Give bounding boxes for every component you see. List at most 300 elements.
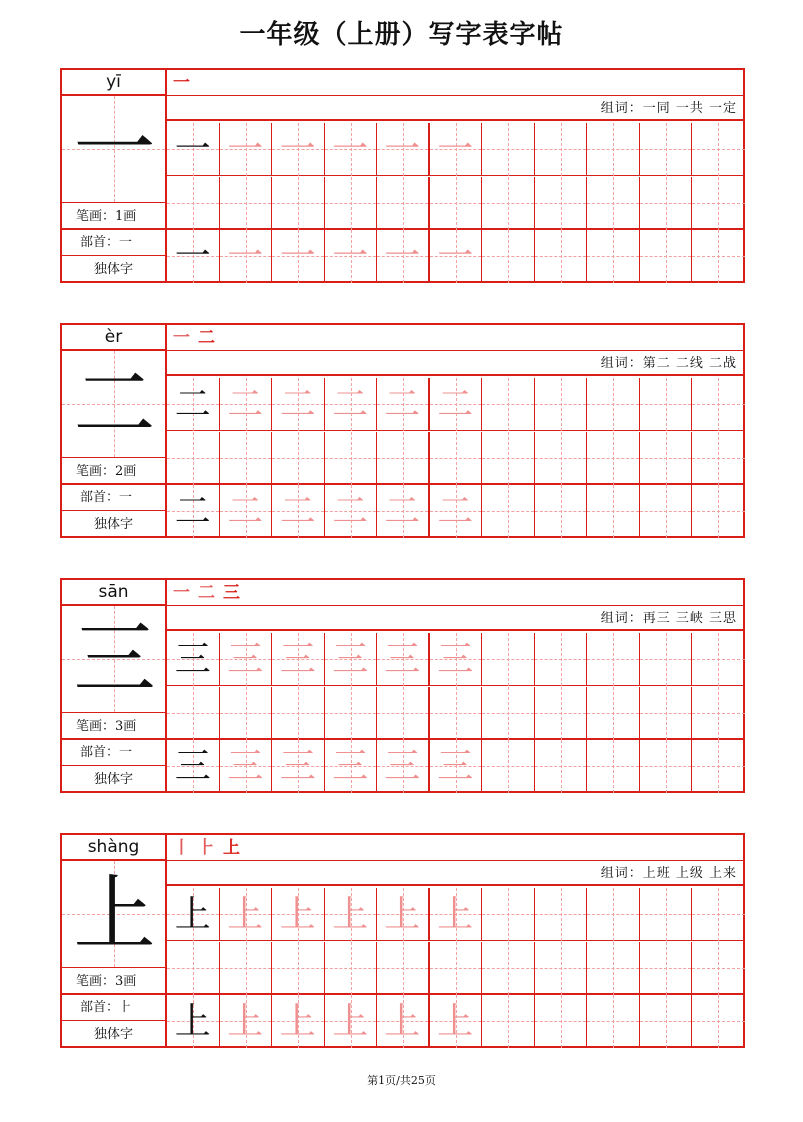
- practice-square[interactable]: [220, 740, 273, 793]
- example-words-label: 组词：: [600, 611, 643, 626]
- practice-square[interactable]: [535, 687, 588, 740]
- guide-line-vertical: [246, 687, 247, 740]
- practice-square[interactable]: [640, 888, 693, 941]
- trace-character: 二: [227, 384, 264, 425]
- sample-character: 上: [174, 1001, 211, 1042]
- example-words: [167, 861, 743, 886]
- guide-line-vertical: [298, 687, 299, 740]
- practice-row: [167, 888, 745, 941]
- practice-square[interactable]: [482, 432, 535, 485]
- practice-square[interactable]: [430, 177, 483, 230]
- pinyin-label: èr: [62, 325, 167, 351]
- character-card: [60, 323, 745, 538]
- sample-character: 二: [174, 491, 211, 532]
- guide-line-vertical: [193, 432, 194, 485]
- guide-line-vertical: [298, 177, 299, 230]
- practice-square[interactable]: [377, 230, 430, 283]
- practice-square[interactable]: [535, 230, 588, 283]
- practice-square[interactable]: [325, 888, 378, 941]
- example-words-label: 组词：: [600, 866, 643, 881]
- practice-square[interactable]: [692, 995, 745, 1048]
- guide-line-vertical: [666, 123, 667, 176]
- practice-square[interactable]: [430, 485, 483, 538]
- guide-line-vertical: [718, 378, 719, 431]
- practice-square[interactable]: [272, 633, 325, 686]
- practice-square[interactable]: [640, 740, 693, 793]
- guide-line-vertical: [561, 230, 562, 283]
- practice-square[interactable]: [220, 432, 273, 485]
- practice-square[interactable]: [692, 633, 745, 686]
- practice-square[interactable]: [325, 177, 378, 230]
- model-character-box: [62, 96, 167, 203]
- trace-character: 二: [437, 384, 474, 425]
- guide-line-vertical: [403, 432, 404, 485]
- guide-line-vertical: [561, 888, 562, 941]
- practice-square[interactable]: [692, 888, 745, 941]
- practice-square[interactable]: [640, 230, 693, 283]
- stroke-order-step: 一: [173, 583, 198, 603]
- stroke-count-label: 笔画：: [76, 719, 116, 734]
- practice-square[interactable]: [587, 230, 640, 283]
- model-character: 上: [73, 867, 156, 962]
- practice-square[interactable]: [430, 942, 483, 995]
- practice-square[interactable]: [167, 888, 220, 941]
- guide-line-vertical: [561, 485, 562, 538]
- example-words-value: 第二 二线 二战: [642, 356, 737, 371]
- practice-row: [167, 740, 745, 793]
- example-words: [167, 96, 743, 121]
- practice-square[interactable]: [325, 432, 378, 485]
- practice-square[interactable]: [535, 740, 588, 793]
- practice-square[interactable]: [377, 942, 430, 995]
- practice-square[interactable]: [587, 432, 640, 485]
- guide-line-vertical: [613, 123, 614, 176]
- practice-square[interactable]: [272, 230, 325, 283]
- practice-square[interactable]: [430, 740, 483, 793]
- guide-line-vertical: [561, 995, 562, 1048]
- practice-square[interactable]: [272, 432, 325, 485]
- stroke-count-value: 3画: [115, 719, 137, 734]
- trace-character: 一: [227, 129, 264, 170]
- trace-character: 二: [384, 384, 421, 425]
- guide-line-vertical: [718, 485, 719, 538]
- guide-line-vertical: [403, 687, 404, 740]
- guide-line-vertical: [351, 687, 352, 740]
- guide-line-vertical: [666, 687, 667, 740]
- practice-square[interactable]: [692, 378, 745, 431]
- practice-square[interactable]: [640, 995, 693, 1048]
- guide-line-vertical: [508, 888, 509, 941]
- practice-square[interactable]: [377, 740, 430, 793]
- practice-square[interactable]: [220, 378, 273, 431]
- sample-character: 一: [174, 236, 211, 277]
- practice-square[interactable]: [535, 942, 588, 995]
- practice-square[interactable]: [272, 123, 325, 176]
- guide-line-vertical: [456, 942, 457, 995]
- model-character-box: [62, 351, 167, 458]
- radical-value: 一: [119, 490, 133, 505]
- guide-line-vertical: [613, 995, 614, 1048]
- trace-character: 一: [279, 236, 316, 277]
- practice-square[interactable]: [692, 740, 745, 793]
- practice-square[interactable]: [482, 888, 535, 941]
- practice-square[interactable]: [587, 378, 640, 431]
- practice-square[interactable]: [377, 378, 430, 431]
- guide-line-vertical: [613, 888, 614, 941]
- trace-character: 三: [227, 746, 264, 787]
- guide-line-vertical: [666, 177, 667, 230]
- practice-square[interactable]: [640, 378, 693, 431]
- guide-line-vertical: [508, 177, 509, 230]
- stroke-order: [167, 580, 743, 606]
- guide-line-vertical: [613, 230, 614, 283]
- practice-row: [167, 123, 745, 176]
- radical: [62, 995, 167, 1021]
- character-card: [60, 68, 745, 283]
- practice-square[interactable]: [377, 633, 430, 686]
- trace-character: 一: [384, 236, 421, 277]
- radical: [62, 230, 167, 256]
- structure-type: 独体字: [62, 1021, 167, 1048]
- practice-square[interactable]: [482, 687, 535, 740]
- trace-character: 三: [437, 746, 474, 787]
- practice-row: [167, 378, 745, 431]
- practice-square[interactable]: [692, 123, 745, 176]
- practice-square[interactable]: [325, 633, 378, 686]
- practice-square[interactable]: [640, 123, 693, 176]
- guide-line-vertical: [508, 687, 509, 740]
- radical: [62, 740, 167, 766]
- practice-square[interactable]: [640, 485, 693, 538]
- trace-character: 上: [332, 894, 369, 935]
- trace-character: 三: [279, 746, 316, 787]
- practice-square[interactable]: [377, 888, 430, 941]
- pinyin-label: yī: [62, 70, 167, 96]
- guide-line-vertical: [561, 633, 562, 686]
- guide-line-vertical: [561, 687, 562, 740]
- trace-character: 上: [279, 1001, 316, 1042]
- practice-square[interactable]: [272, 378, 325, 431]
- practice-square[interactable]: [430, 633, 483, 686]
- trace-character: 二: [332, 384, 369, 425]
- practice-square[interactable]: [640, 942, 693, 995]
- trace-character: 一: [384, 129, 421, 170]
- stroke-order-step: 丨: [173, 838, 198, 858]
- stroke-count: [62, 203, 167, 230]
- practice-square[interactable]: [272, 888, 325, 941]
- practice-square[interactable]: [167, 485, 220, 538]
- pinyin-label: shàng: [62, 835, 167, 861]
- practice-square[interactable]: [482, 230, 535, 283]
- practice-square[interactable]: [535, 633, 588, 686]
- practice-square[interactable]: [220, 942, 273, 995]
- practice-square[interactable]: [272, 687, 325, 740]
- trace-character: 二: [332, 491, 369, 532]
- practice-square[interactable]: [167, 123, 220, 176]
- practice-square[interactable]: [377, 177, 430, 230]
- stroke-order-step: 上: [223, 838, 248, 858]
- guide-line-vertical: [508, 942, 509, 995]
- practice-square[interactable]: [377, 123, 430, 176]
- guide-line-vertical: [508, 230, 509, 283]
- practice-square[interactable]: [220, 123, 273, 176]
- practice-square[interactable]: [430, 230, 483, 283]
- trace-character: 三: [332, 639, 369, 680]
- practice-row: [167, 432, 745, 485]
- sample-character: 三: [174, 746, 211, 787]
- practice-square[interactable]: [535, 432, 588, 485]
- practice-square[interactable]: [325, 378, 378, 431]
- stroke-order-step: 一: [173, 73, 198, 93]
- practice-square[interactable]: [587, 995, 640, 1048]
- practice-square[interactable]: [482, 942, 535, 995]
- practice-square[interactable]: [692, 230, 745, 283]
- trace-character: 三: [384, 639, 421, 680]
- practice-square[interactable]: [430, 432, 483, 485]
- practice-square[interactable]: [377, 995, 430, 1048]
- guide-line-vertical: [246, 942, 247, 995]
- stroke-order: [167, 325, 743, 351]
- practice-square[interactable]: [167, 633, 220, 686]
- structure-type: 独体字: [62, 256, 167, 283]
- practice-square[interactable]: [587, 888, 640, 941]
- practice-square[interactable]: [220, 230, 273, 283]
- example-words-label: 组词：: [600, 356, 643, 371]
- practice-square[interactable]: [220, 485, 273, 538]
- radical: [62, 485, 167, 511]
- stroke-count-value: 3画: [115, 974, 137, 989]
- trace-character: 一: [437, 236, 474, 277]
- practice-square[interactable]: [587, 177, 640, 230]
- radical-label: 部首：: [80, 490, 120, 505]
- practice-square[interactable]: [167, 740, 220, 793]
- practice-square[interactable]: [272, 995, 325, 1048]
- guide-line-vertical: [298, 432, 299, 485]
- example-words-value: 一同 一共 一定: [642, 101, 737, 116]
- guide-line-vertical: [561, 177, 562, 230]
- model-character-box: [62, 861, 167, 968]
- practice-square[interactable]: [535, 888, 588, 941]
- practice-square[interactable]: [167, 942, 220, 995]
- practice-square[interactable]: [167, 995, 220, 1048]
- practice-square[interactable]: [167, 230, 220, 283]
- guide-line-vertical: [508, 378, 509, 431]
- practice-square[interactable]: [692, 432, 745, 485]
- practice-square[interactable]: [430, 888, 483, 941]
- practice-square[interactable]: [640, 687, 693, 740]
- practice-square[interactable]: [325, 942, 378, 995]
- guide-line-vertical: [718, 888, 719, 941]
- practice-square[interactable]: [272, 942, 325, 995]
- trace-character: 上: [227, 894, 264, 935]
- guide-line-vertical: [718, 123, 719, 176]
- practice-square[interactable]: [272, 485, 325, 538]
- page-footer: 第1页/共25页: [367, 1074, 436, 1087]
- practice-square[interactable]: [167, 687, 220, 740]
- guide-line-vertical: [666, 942, 667, 995]
- radical-value: 一: [119, 235, 133, 250]
- practice-square[interactable]: [640, 633, 693, 686]
- practice-square[interactable]: [640, 177, 693, 230]
- guide-line-vertical: [193, 177, 194, 230]
- stroke-count-label: 笔画：: [76, 974, 116, 989]
- practice-square[interactable]: [535, 378, 588, 431]
- guide-line-vertical: [666, 888, 667, 941]
- stroke-order-step: ⺊: [198, 838, 223, 858]
- guide-line-vertical: [193, 942, 194, 995]
- practice-square[interactable]: [482, 485, 535, 538]
- trace-character: 上: [332, 1001, 369, 1042]
- practice-square[interactable]: [482, 378, 535, 431]
- guide-line-vertical: [246, 177, 247, 230]
- practice-square[interactable]: [482, 123, 535, 176]
- guide-line-vertical: [351, 177, 352, 230]
- guide-line-vertical: [666, 432, 667, 485]
- practice-square[interactable]: [167, 432, 220, 485]
- practice-square[interactable]: [377, 432, 430, 485]
- practice-square[interactable]: [587, 633, 640, 686]
- practice-row: [167, 177, 745, 230]
- guide-line-vertical: [613, 378, 614, 431]
- guide-line-vertical: [508, 633, 509, 686]
- practice-square[interactable]: [325, 995, 378, 1048]
- practice-square[interactable]: [430, 123, 483, 176]
- practice-square[interactable]: [640, 432, 693, 485]
- trace-character: 三: [437, 639, 474, 680]
- trace-character: 三: [332, 746, 369, 787]
- trace-character: 一: [332, 129, 369, 170]
- model-character: 三: [73, 612, 156, 707]
- practice-square[interactable]: [587, 942, 640, 995]
- guide-line-vertical: [718, 740, 719, 793]
- practice-square[interactable]: [220, 995, 273, 1048]
- practice-square[interactable]: [692, 687, 745, 740]
- practice-square[interactable]: [692, 485, 745, 538]
- trace-character: 二: [279, 384, 316, 425]
- stroke-count: [62, 968, 167, 995]
- practice-square[interactable]: [482, 633, 535, 686]
- practice-square[interactable]: [325, 687, 378, 740]
- practice-row: [167, 633, 745, 686]
- practice-square[interactable]: [377, 687, 430, 740]
- guide-line-vertical: [456, 687, 457, 740]
- guide-line-vertical: [613, 485, 614, 538]
- guide-line-vertical: [351, 942, 352, 995]
- practice-row: [167, 995, 745, 1048]
- practice-square[interactable]: [692, 942, 745, 995]
- practice-square[interactable]: [377, 485, 430, 538]
- guide-line-vertical: [718, 177, 719, 230]
- guide-line-vertical: [561, 378, 562, 431]
- trace-character: 三: [279, 639, 316, 680]
- guide-line-vertical: [613, 740, 614, 793]
- example-words: [167, 351, 743, 376]
- stroke-order: [167, 70, 743, 96]
- practice-square[interactable]: [220, 177, 273, 230]
- guide-line-vertical: [666, 633, 667, 686]
- practice-square[interactable]: [325, 485, 378, 538]
- practice-square[interactable]: [482, 995, 535, 1048]
- guide-line-vertical: [508, 995, 509, 1048]
- guide-line-vertical: [561, 942, 562, 995]
- trace-character: 上: [437, 894, 474, 935]
- guide-line-vertical: [508, 740, 509, 793]
- guide-line-vertical: [193, 687, 194, 740]
- radical-value: 一: [119, 745, 133, 760]
- stroke-order-step: 二: [198, 328, 223, 348]
- practice-square[interactable]: [325, 740, 378, 793]
- practice-square[interactable]: [430, 995, 483, 1048]
- guide-line-vertical: [508, 432, 509, 485]
- sample-character: 三: [174, 639, 211, 680]
- practice-square[interactable]: [587, 687, 640, 740]
- pinyin-label: sān: [62, 580, 167, 606]
- practice-square[interactable]: [587, 485, 640, 538]
- guide-line-vertical: [666, 378, 667, 431]
- model-character-box: [62, 606, 167, 713]
- guide-line-vertical: [456, 432, 457, 485]
- trace-character: 一: [279, 129, 316, 170]
- practice-square[interactable]: [535, 123, 588, 176]
- trace-character: 三: [384, 746, 421, 787]
- guide-line-vertical: [298, 942, 299, 995]
- practice-square[interactable]: [272, 177, 325, 230]
- trace-character: 三: [227, 639, 264, 680]
- practice-square[interactable]: [220, 633, 273, 686]
- guide-line-vertical: [351, 432, 352, 485]
- practice-row: [167, 485, 745, 538]
- character-card: [60, 578, 745, 793]
- radical-label: 部首：: [80, 235, 120, 250]
- trace-character: 一: [437, 129, 474, 170]
- practice-square[interactable]: [587, 740, 640, 793]
- practice-square[interactable]: [692, 177, 745, 230]
- practice-square[interactable]: [587, 123, 640, 176]
- practice-square[interactable]: [535, 177, 588, 230]
- practice-square[interactable]: [430, 687, 483, 740]
- example-words-value: 上班 上级 上来: [642, 866, 737, 881]
- radical-label: 部首：: [80, 1000, 120, 1015]
- practice-square[interactable]: [220, 687, 273, 740]
- page-title: 一年级（上册）写字表字帖: [239, 20, 564, 50]
- guide-line-vertical: [666, 740, 667, 793]
- practice-square[interactable]: [167, 378, 220, 431]
- practice-square[interactable]: [482, 740, 535, 793]
- stroke-count: [62, 458, 167, 485]
- guide-line-vertical: [613, 942, 614, 995]
- structure-type: 独体字: [62, 511, 167, 538]
- practice-square[interactable]: [325, 123, 378, 176]
- stroke-order: [167, 835, 743, 861]
- trace-character: 上: [227, 1001, 264, 1042]
- trace-character: 上: [437, 1001, 474, 1042]
- practice-square[interactable]: [272, 740, 325, 793]
- practice-square[interactable]: [325, 230, 378, 283]
- practice-square[interactable]: [482, 177, 535, 230]
- practice-square[interactable]: [535, 995, 588, 1048]
- trace-character: 上: [384, 1001, 421, 1042]
- guide-line-vertical: [718, 432, 719, 485]
- guide-line-vertical: [613, 687, 614, 740]
- practice-square[interactable]: [430, 378, 483, 431]
- practice-square[interactable]: [220, 888, 273, 941]
- stroke-count-label: 笔画：: [76, 464, 116, 479]
- stroke-count-label: 笔画：: [76, 209, 116, 224]
- practice-square[interactable]: [167, 177, 220, 230]
- practice-square[interactable]: [535, 485, 588, 538]
- guide-line-vertical: [718, 995, 719, 1048]
- guide-line-vertical: [403, 177, 404, 230]
